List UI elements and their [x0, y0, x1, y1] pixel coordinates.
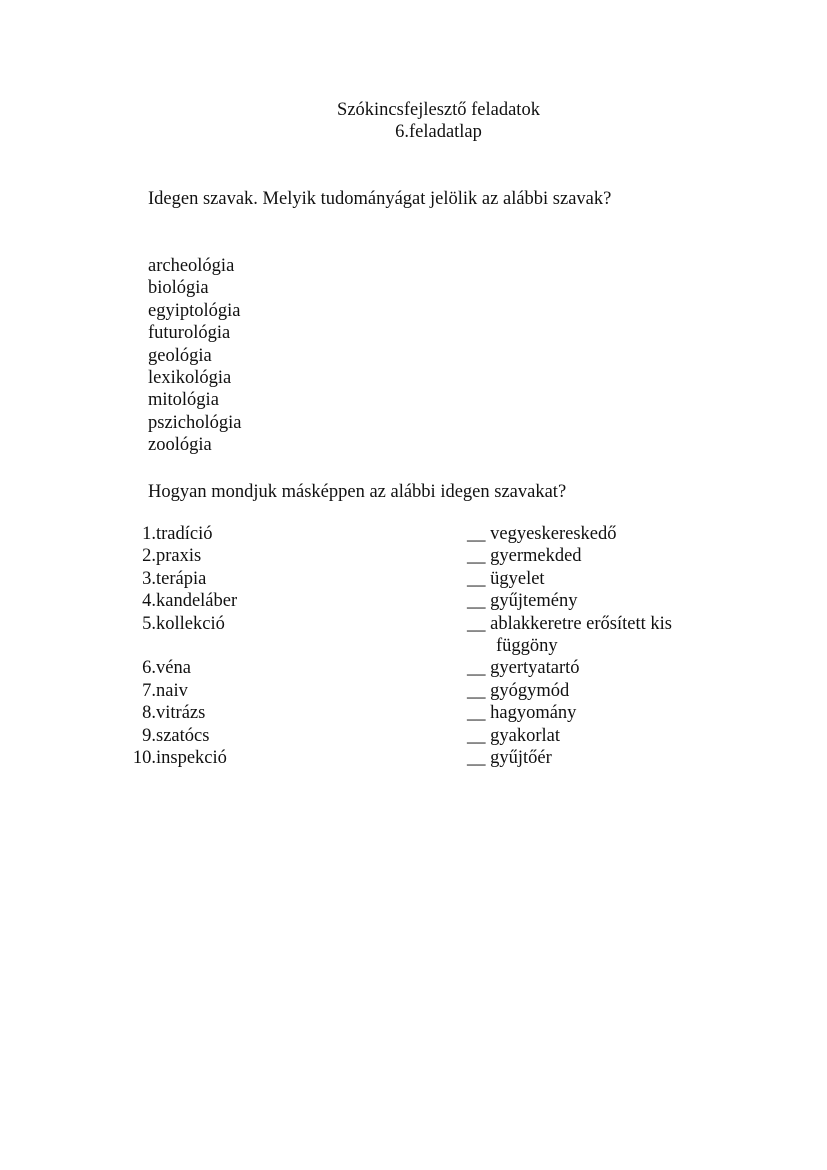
foreign-word-row	[100, 680, 237, 702]
synonym: gyűjtemény	[490, 591, 578, 612]
foreign-word: tradíció	[156, 524, 213, 544]
foreign-word: praxis	[156, 546, 202, 567]
item-number: 4.	[142, 591, 156, 612]
answer-blank: __	[467, 747, 486, 768]
synonym-continuation: függöny	[496, 635, 558, 656]
worksheet-subtitle: 6.feladatlap	[395, 122, 482, 142]
synonym: gyűjtőér	[490, 747, 552, 768]
foreign-word-row	[100, 747, 237, 769]
answer-blank: __	[467, 658, 486, 679]
answer-blank: __	[467, 680, 486, 701]
foreign-word-row	[100, 523, 237, 545]
foreign-word-row	[100, 590, 237, 612]
answer-blank: __	[467, 546, 486, 567]
task1-question: Idegen szavak. Melyik tudományágat jelölik az alábbi szavak?	[148, 189, 612, 209]
foreign-word: szatócs	[156, 725, 210, 746]
worksheet-title: Szókincsfejlesztő feladatok	[337, 100, 540, 120]
synonym: ablakkeretre erősített kis	[490, 613, 672, 634]
task1-word-list	[148, 255, 242, 457]
item-number: 2.	[142, 546, 156, 567]
synonym-row	[467, 568, 672, 590]
answer-blank: __	[467, 725, 486, 746]
synonym: gyakorlat	[490, 725, 560, 746]
synonym-row	[467, 702, 672, 724]
word-item: futurológia	[148, 323, 231, 344]
item-number: 3.	[142, 568, 156, 589]
item-number: 7.	[142, 680, 156, 701]
answer-blank: __	[467, 613, 486, 634]
word-item: biológia	[148, 278, 209, 299]
synonym: hagyomány	[490, 703, 577, 724]
word-item: archeológia	[148, 256, 235, 276]
foreign-word-list	[100, 523, 237, 769]
word-item: lexikológia	[148, 367, 232, 388]
foreign-word: kandeláber	[156, 591, 238, 612]
answer-blank: __	[467, 568, 486, 589]
synonym-row	[467, 725, 672, 747]
synonym-row	[467, 747, 672, 769]
synonym: gyertyatartó	[490, 658, 580, 679]
foreign-word-row	[100, 568, 237, 590]
item-number: 9.	[142, 725, 156, 746]
foreign-word: terápia	[156, 568, 207, 589]
synonym: vegyeskereskedő	[490, 524, 617, 544]
synonym-row	[467, 657, 672, 679]
task2-question: Hogyan mondjuk másképpen az alábbi idegen szavakat?	[148, 482, 567, 502]
synonym-row	[467, 545, 672, 567]
item-number: 10.	[132, 747, 156, 768]
synonym-row	[467, 523, 672, 545]
word-item: zoológia	[148, 435, 212, 456]
foreign-word-row	[100, 657, 237, 679]
word-item: pszichológia	[148, 412, 242, 433]
foreign-word-row	[100, 545, 237, 567]
foreign-word: inspekció	[156, 747, 227, 768]
synonym: ügyelet	[490, 568, 545, 589]
word-item: geológia	[148, 345, 212, 366]
synonym: gyógymód	[490, 680, 570, 701]
item-number: 1.	[142, 524, 156, 544]
word-item: mitológia	[148, 390, 219, 411]
foreign-word: kollekció	[156, 613, 225, 634]
foreign-word: véna	[156, 658, 191, 679]
synonym-row	[467, 590, 672, 612]
synonym: gyermekded	[490, 546, 582, 567]
item-number: 5.	[142, 613, 156, 634]
item-number: 6.	[142, 658, 156, 679]
spacer	[100, 635, 237, 657]
synonym-row	[467, 680, 672, 702]
answer-blank: __	[467, 703, 486, 724]
foreign-word: vitrázs	[156, 703, 206, 724]
foreign-word-row	[100, 613, 237, 635]
synonym-row	[467, 613, 672, 635]
item-number: 8.	[142, 703, 156, 724]
word-item: egyiptológia	[148, 300, 241, 321]
synonym-list	[467, 523, 672, 769]
foreign-word: naiv	[156, 680, 188, 701]
answer-blank: __	[467, 591, 486, 612]
foreign-word-row	[100, 725, 237, 747]
answer-blank: __	[467, 524, 486, 544]
foreign-word-row	[100, 702, 237, 724]
